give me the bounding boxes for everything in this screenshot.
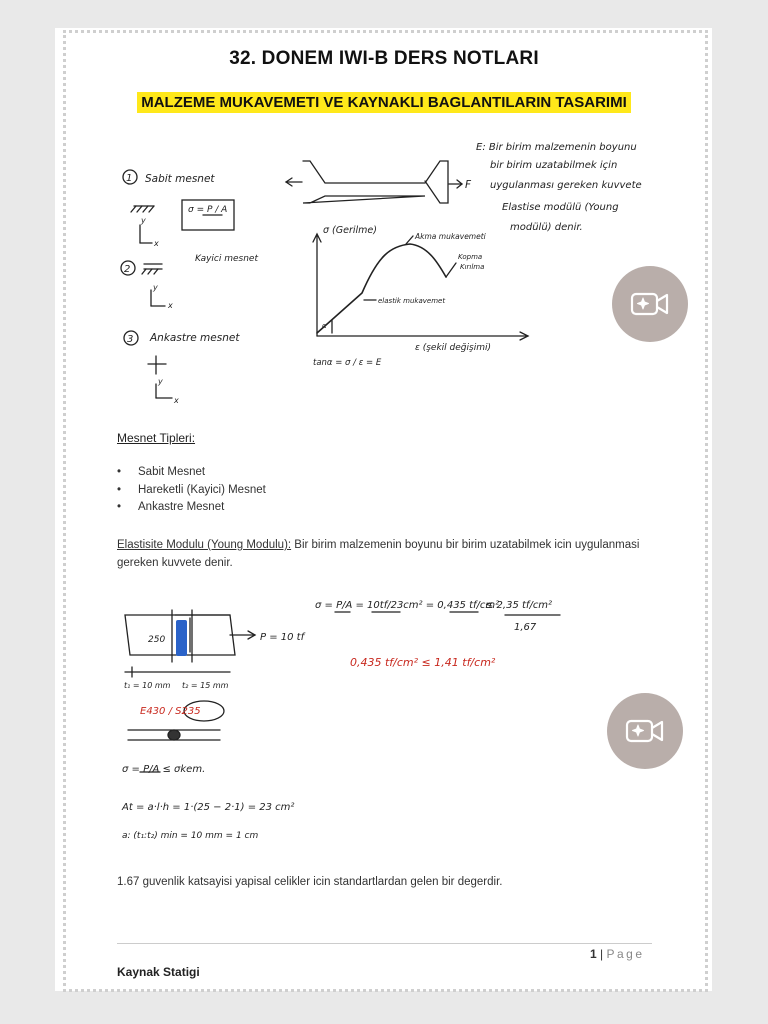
number-3: 3 [127, 334, 134, 345]
list-item: • Ankastre Mesnet [117, 501, 266, 519]
alpha-label: α [322, 322, 327, 330]
y-label-2: y [153, 283, 158, 292]
def-line-3: uygulanması gereken kuvvete [490, 180, 642, 191]
sabit-label: Sabit mesnet [145, 173, 215, 185]
stress-calc: σ = P/A = 10tf/23cm² = 0,435 tf/cm² [315, 600, 500, 611]
elastisite-paragraph [117, 536, 677, 572]
boxed-formula: σ = P / A [188, 205, 228, 215]
y-label-1: y [141, 216, 146, 225]
number-2: 2 [124, 264, 131, 275]
mesnet-list [117, 466, 266, 519]
tan-formula: tanα = σ / ε = E [313, 358, 382, 368]
page-word: Page [606, 947, 645, 961]
def-line-1: E: Bir birim malzemenin boyunu [476, 142, 637, 153]
elastisite-text: Bir birim malzemenin boyunu bir birim uzatabilmek icin uygulanmasi gereken kuvvete denir. [117, 539, 640, 569]
t2-label: t₂ = 15 mm [182, 681, 229, 690]
video-camera-sparkle-icon[interactable] [607, 693, 683, 769]
elastisite-label: Elastisite Modulu (Young Modulu): [117, 539, 292, 551]
safety-factor-note: 1.67 guvenlik katsayisi yapisal celikler icin standartlardan gelen bir degerdir. [117, 876, 503, 888]
def-line-5: modülü) denir. [510, 222, 583, 233]
mesnet-heading: Mesnet Tipleri: [117, 431, 196, 445]
ankastre-label: Ankastre mesnet [150, 332, 240, 344]
t1-label: t₁ = 10 mm [124, 681, 171, 690]
kayici-label: Kayici mesnet [195, 254, 258, 264]
force-label: F [465, 179, 472, 191]
sketch-supports-stress-strain [110, 128, 700, 405]
page-sep: | [596, 947, 607, 961]
stress-safety-factor: 1,67 [514, 622, 537, 633]
x-label-1: x [154, 239, 159, 248]
subtitle-wrap [0, 92, 768, 113]
def-line-4: Elastise modülü (Young [502, 202, 619, 213]
load-label: P = 10 tf [260, 632, 305, 643]
footer-title: Kaynak Statigi [117, 965, 200, 979]
sketch-weld-calculation [110, 590, 570, 860]
x-label-3: x [174, 396, 179, 405]
video-camera-sparkle-icon[interactable] [612, 266, 688, 342]
list-item: • Sabit Mesnet [117, 466, 266, 484]
def-line-2: bir birim uzatabilmek için [490, 160, 618, 171]
x-label-2: x [168, 301, 173, 310]
number-1: 1 [126, 173, 133, 184]
page-num-value: 1 [590, 947, 597, 961]
list-item: • Hareketli (Kayici) Mesnet [117, 484, 266, 502]
subtitle-highlight: MALZEME MUKAVEMETI VE KAYNAKLI BAGLANTILARIN TASARIMI [137, 92, 631, 113]
dim-label: 250 [148, 635, 166, 645]
sigma-check: σ = P/A ≤ σkem. [122, 764, 206, 775]
x-axis-label: ε (şekil değişimi) [415, 343, 491, 353]
steel-grade: E430 / S235 [140, 706, 201, 717]
page-number [590, 947, 645, 961]
kirilma-label: Kırılma [460, 263, 485, 271]
elastik-label: elastik mukavemet [378, 297, 446, 305]
red-check: 0,435 tf/cm² ≤ 1,41 tf/cm² [350, 656, 496, 669]
stress-limit: ≤ 2,35 tf/cm² [485, 600, 553, 611]
akma-label: Akma mukavemeti [415, 232, 486, 241]
weld-bead [176, 620, 187, 656]
y-axis-label: σ (Gerilme) [323, 225, 377, 236]
page-title: 32. DONEM IWI-B DERS NOTLARI [229, 48, 539, 69]
y-label-3: y [158, 377, 163, 386]
a-min-calc: a: (t₁:t₂) min = 10 mm = 1 cm [122, 831, 259, 841]
area-calc: At = a·l·h = 1·(25 − 2·1) = 23 cm² [122, 802, 295, 813]
footer-divider [117, 943, 652, 944]
kopma-label: Kopma [458, 253, 483, 261]
